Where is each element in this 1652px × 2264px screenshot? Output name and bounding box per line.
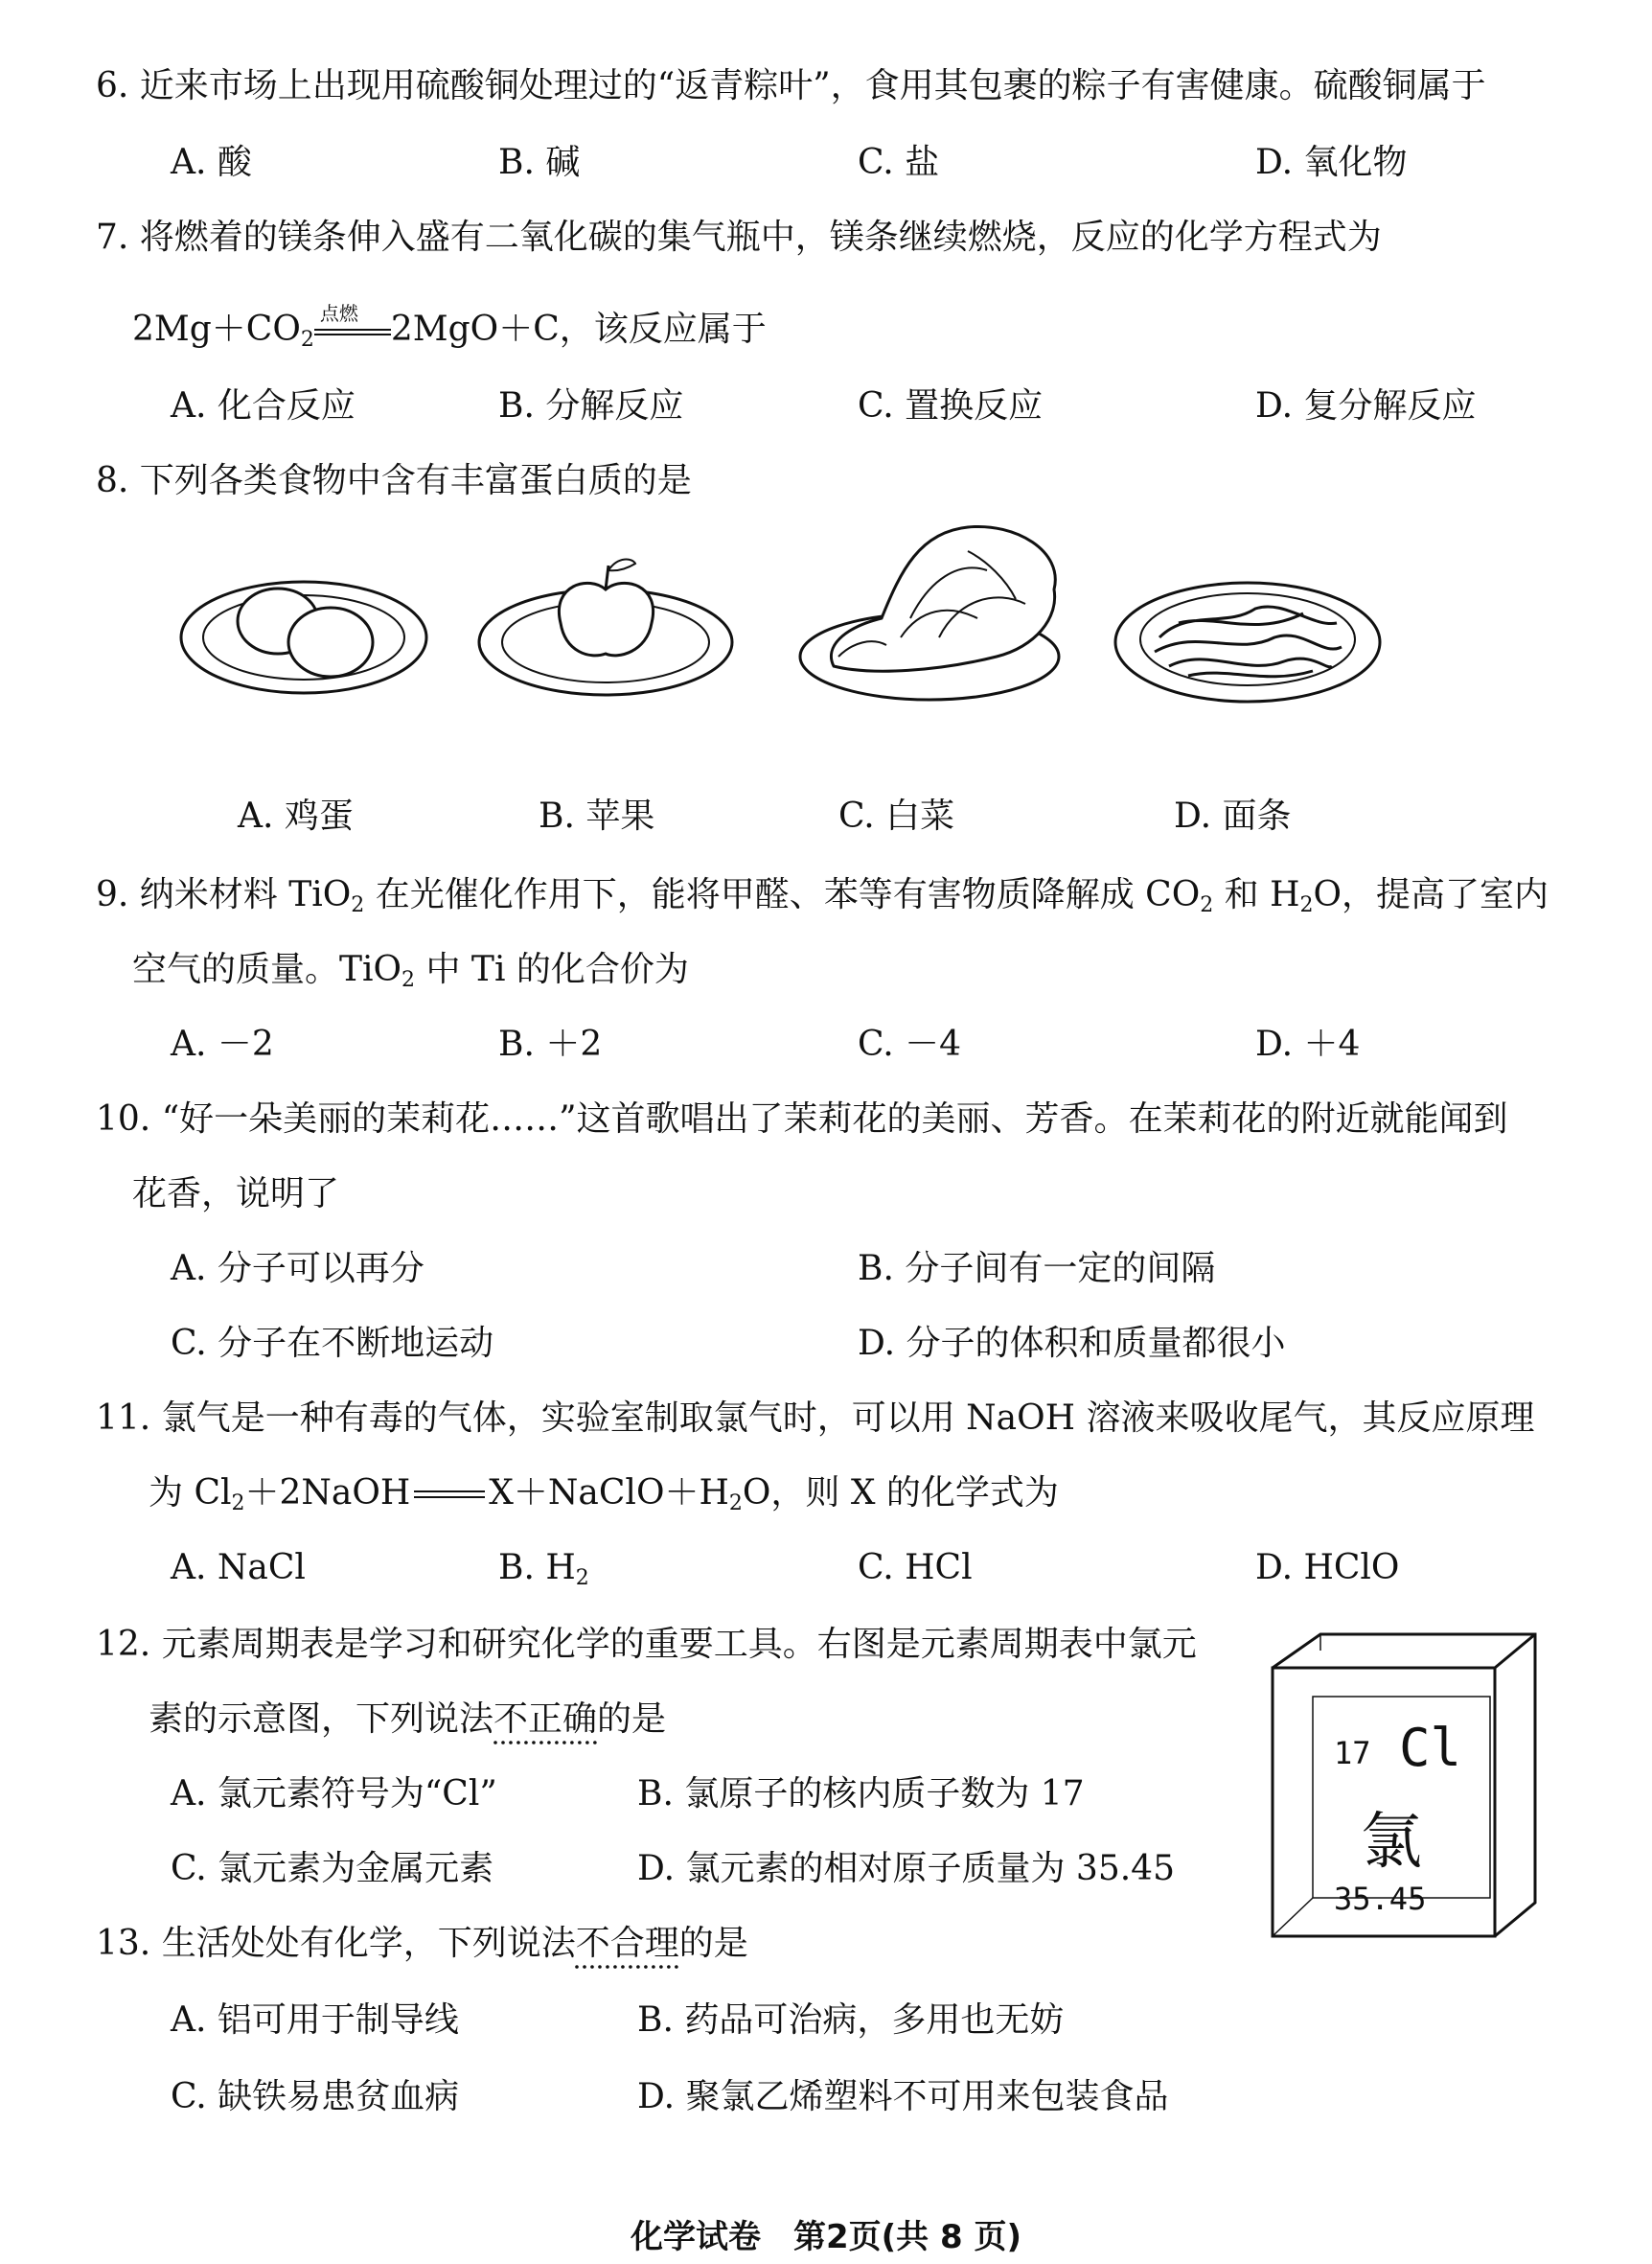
q10-stem-line2: 花香，说明了 <box>132 1174 340 1213</box>
atomic-number: 17 <box>1334 1735 1371 1771</box>
q11-option-a: A. NaCl <box>171 1548 306 1587</box>
q11-stem: 11. 氯气是一种有毒的气体，实验室制取氯气时，可以用 NaOH 溶液来吸收尾气，其反应原理 <box>96 1398 1535 1438</box>
q10-stem: 10. “好一朵美丽的茉莉花……”这首歌唱出了茉莉花的美丽、芳香。在茉莉花的附近就能闻到 <box>96 1099 1508 1139</box>
q10-option-d: D. 分子的体积和质量都很小 <box>858 1324 1286 1363</box>
q10-option-a: A. 分子可以再分 <box>171 1249 424 1288</box>
q7-option-b: B. 分解反应 <box>498 386 684 426</box>
q13-option-a: A. 铝可用于制导线 <box>171 2000 459 2040</box>
q6-option-b: B. 碱 <box>498 143 581 182</box>
q6-option-d: D. 氧化物 <box>1255 143 1408 182</box>
q13-option-b: B. 药品可治病，多用也无妨 <box>637 2000 1065 2040</box>
atomic-mass: 35.45 <box>1334 1881 1427 1917</box>
q11-equation: 为 $Cl_2+2NaOH$ $X+NaClO+H_2O$，则 X 的化学式为 <box>149 1473 1059 1515</box>
periodic-element-cell <box>1265 1629 1552 1946</box>
q6-option-a: A. 酸 <box>171 143 252 182</box>
q6-option-c: C. 盐 <box>858 143 940 182</box>
q12-option-c: C. 氯元素为金属元素 <box>171 1849 494 1888</box>
q13-option-d: D. 聚氯乙烯塑料不可用来包装食品 <box>637 2077 1169 2116</box>
q9-option-d: D. ＋4 <box>1255 1025 1361 1064</box>
q10-option-c: C. 分子在不断地运动 <box>171 1324 494 1363</box>
egg-plate-image <box>177 556 431 700</box>
q12-stem-line2: 素的示意图，下列说法不正确的是 <box>149 1699 667 1739</box>
emphasis-text: 不正确 <box>493 1699 598 1739</box>
cabbage-plate-image <box>795 513 1073 705</box>
page-footer: 化学试卷 第2页(共 8 页) <box>630 2218 1022 2256</box>
noodle-plate-image <box>1112 570 1385 709</box>
q8-option-d: D. 面条 <box>1174 797 1292 836</box>
q8-stem: 8. 下列各类食物中含有丰富蛋白质的是 <box>96 461 692 500</box>
q11-option-c: C. HCl <box>858 1548 973 1587</box>
q11-option-d: D. HClO <box>1255 1548 1400 1587</box>
q11-option-b: B. $H_2$ <box>498 1548 589 1590</box>
q12-stem: 12. 元素周期表是学习和研究化学的重要工具。右图是元素周期表中氯元 <box>96 1625 1197 1664</box>
q9-stem-line2: 空气的质量。TiO$_2$ 中 Ti 的化合价为 <box>132 950 689 992</box>
q13-option-c: C. 缺铁易患贫血病 <box>171 2077 460 2116</box>
q13-stem: 13. 生活处处有化学，下列说法不合理的是 <box>96 1924 748 1963</box>
q12-option-a: A. 氯元素符号为“Cl” <box>171 1774 497 1814</box>
q12-option-b: B. 氯原子的核内质子数为 17 <box>637 1774 1085 1814</box>
emphasis-text: 不合理 <box>575 1924 679 1963</box>
q8-option-c: C. 白菜 <box>838 797 955 836</box>
q9-option-b: B. ＋2 <box>498 1025 603 1064</box>
q7-option-c: C. 置换反应 <box>858 386 1044 426</box>
element-symbol: Cl <box>1399 1718 1462 1778</box>
q7-option-d: D. 复分解反应 <box>1255 386 1477 426</box>
q9-option-c: C. －4 <box>858 1025 962 1064</box>
q6-stem: 6. 近来市场上出现用硫酸铜处理过的“返青粽叶”，食用其包裹的粽子有害健康。硫酸铜属于 <box>96 66 1486 105</box>
q7-equation: $2Mg+CO_2$ 点燃 2MgO＋C，该反应属于 <box>132 302 767 352</box>
q8-option-a: A. 鸡蛋 <box>238 797 354 836</box>
element-name: 氯 <box>1361 1807 1422 1878</box>
reaction-condition: 点燃 <box>314 309 391 351</box>
q10-option-b: B. 分子间有一定的间隔 <box>858 1249 1216 1288</box>
equals-sign <box>410 1472 489 1514</box>
q7-stem: 7. 将燃着的镁条伸入盛有二氧化碳的集气瓶中，镁条继续燃烧，反应的化学方程式为 <box>96 218 1382 257</box>
q7-option-a: A. 化合反应 <box>171 386 356 426</box>
q8-option-b: B. 苹果 <box>539 797 655 836</box>
apple-plate-image <box>474 546 738 700</box>
q9-stem: 9. 纳米材料 TiO$_2$ 在光催化作用下，能将甲醛、苯等有害物质降解成 $CO_2$ 和 $H_2O$，提高了室内 <box>96 875 1549 917</box>
q12-option-d: D. 氯元素的相对原子质量为 35.45 <box>637 1849 1175 1888</box>
q9-option-a: A. －2 <box>171 1025 274 1064</box>
